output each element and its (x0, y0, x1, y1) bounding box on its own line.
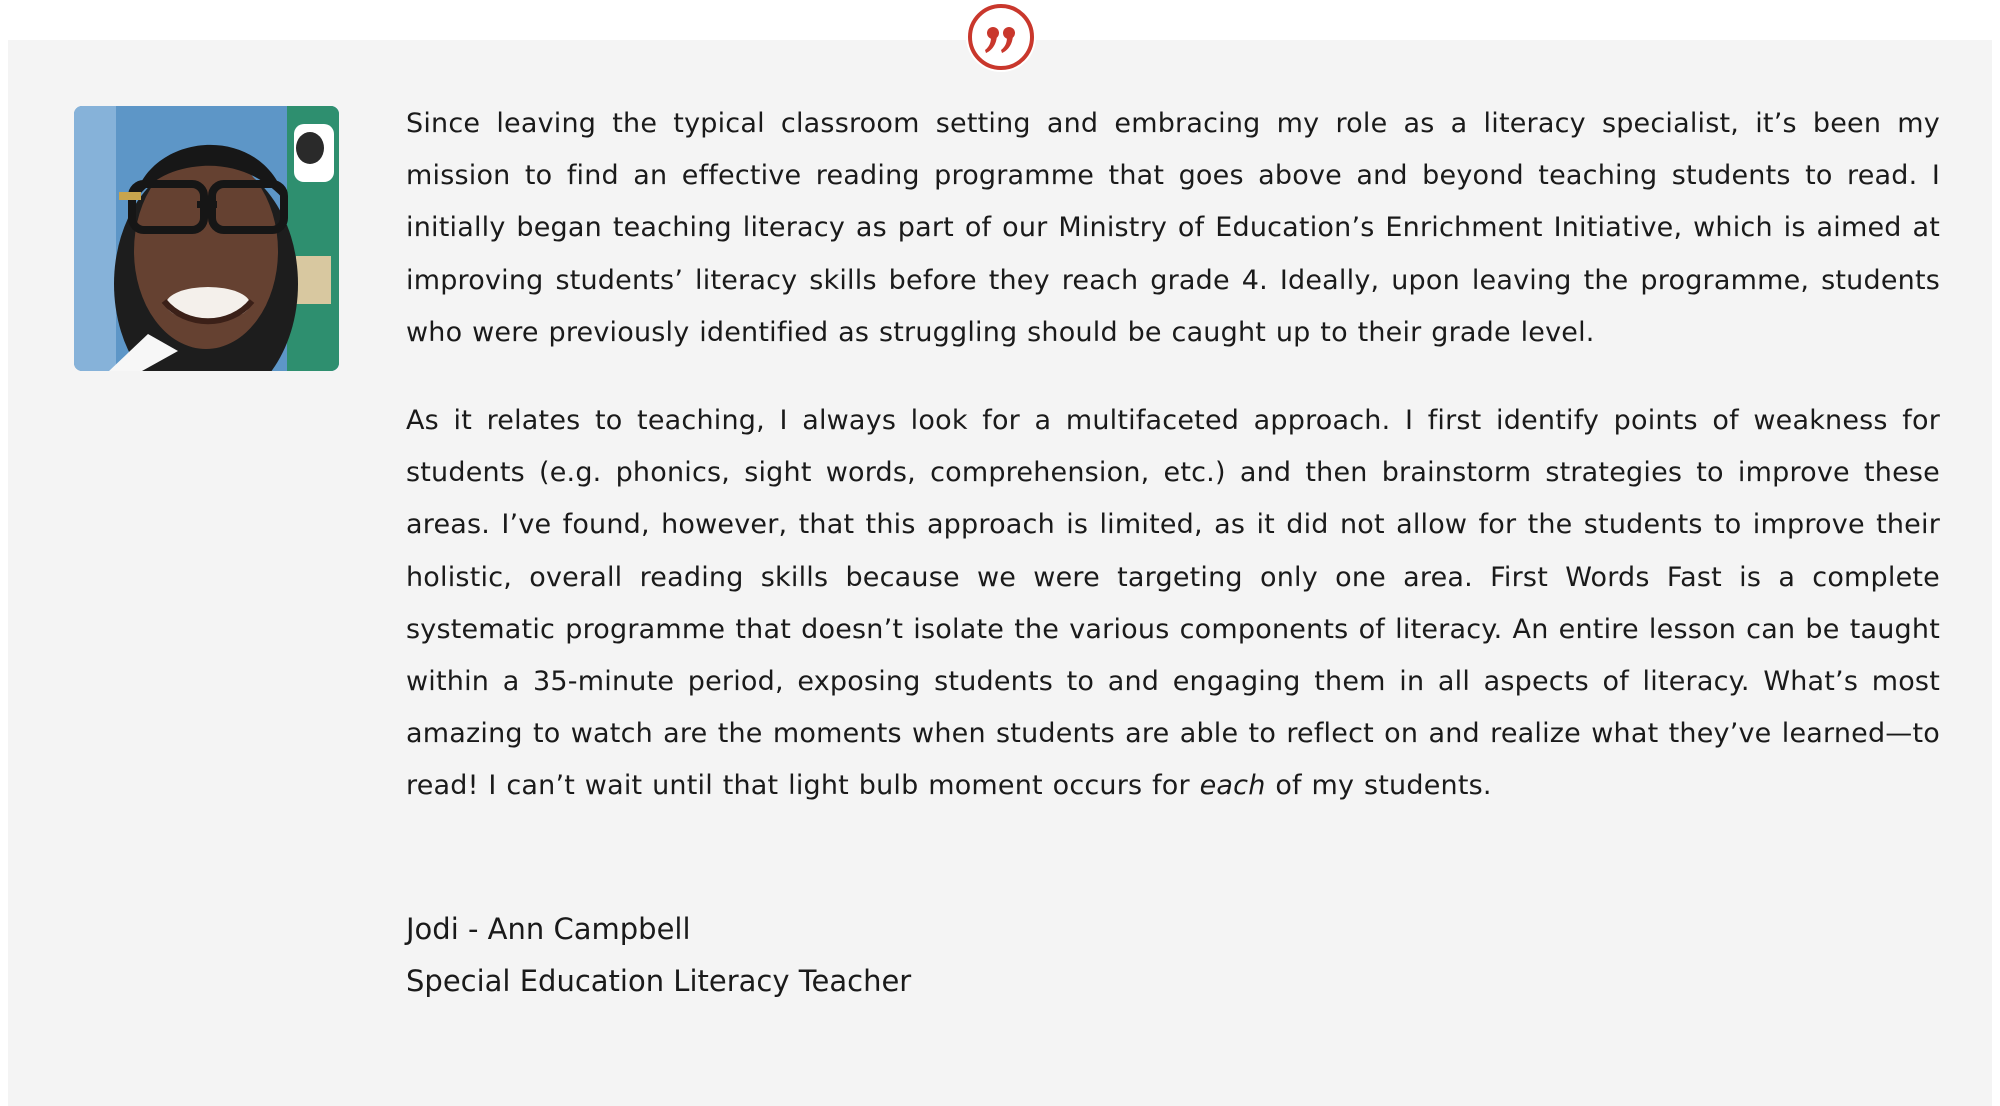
author-name: Jodi - Ann Campbell (406, 911, 691, 946)
emphasis-text: each (1199, 770, 1266, 802)
testimonial-paragraph: Since leaving the typical classroom setting and embracing my role as a literacy specialist, it’s been my mission to find an effective reading programme that goes above and beyond teaching students to read. I initially began teaching literacy as part of our Ministry of Education’s Enrichment Initiative, which is aimed at improving students’ literacy skills before they reach grade 4. Ideally, upon leaving the programme, students who were previously identified as struggling should be caught up to their grade level. (406, 108, 1940, 348)
testimonial-paragraph-ending: of my students. (1265, 770, 1492, 802)
quote-icon (966, 2, 1036, 72)
avatar-photo (74, 106, 339, 371)
avatar (74, 106, 339, 371)
testimonial-paragraph (406, 395, 1940, 813)
author-signature (406, 903, 1940, 1007)
author-title: Special Education Literacy Teacher (406, 963, 912, 998)
testimonial-card (8, 40, 1992, 1106)
testimonial-content (406, 98, 1940, 1007)
testimonial-paragraph-text: As it relates to teaching, I always look for a multifaceted approach. I first identify points of weakness for students (e.g. phonics, sight words, comprehension, etc.) and then brainstorm strategies to improve these areas. I’ve found, however, that this approach is limited, as it did not allow for the students to improve their holistic, overall reading skills because we were targeting only one area. First Words Fast is a complete systematic programme that doesn’t isolate the various components of literacy. An entire lesson can be taught within a 35-minute period, exposing students to and engaging them in all aspects of literacy. What’s most amazing to watch are the moments when students are able to reflect on and realize what they’ve learned—to read! I can’t wait until that light bulb moment occurs for (406, 405, 1940, 802)
